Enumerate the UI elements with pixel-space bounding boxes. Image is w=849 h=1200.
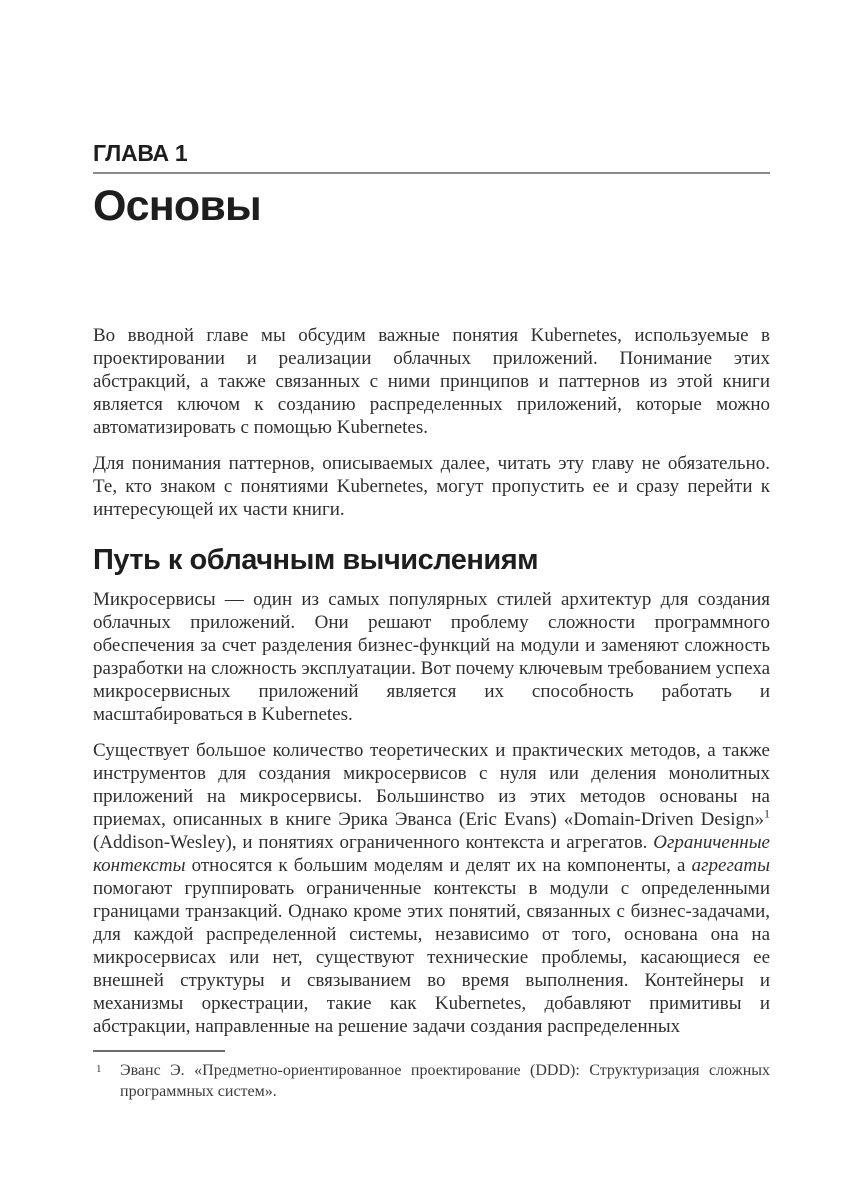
section-heading: Путь к облачным вычислениям	[93, 544, 539, 577]
intro-paragraph-2: Для понимания паттернов, описываемых далее, читать эту главу не обязательно. Те, кто знаком с понятиями Kubernetes, могут пропустить ее и сразу перейти к интересующей их части книги.	[93, 453, 770, 521]
footnote-text: Эванс Э. «Предметно-ориентированное проектирование (DDD): Структуризация сложных программных систем».	[120, 1061, 770, 1100]
footnote-rule-divider	[93, 1050, 225, 1052]
chapter-header	[93, 142, 770, 229]
intro-paragraph-1: Во вводной главе мы обсудим важные понятия Kubernetes, используемые в проектировании и реализации облачных приложений. Понимание этих абстракций, а также связанных с ними принципов и паттернов из этой книги является ключом к созданию распределенных приложений, которые можно автоматизировать с помощью Kubernetes.	[93, 325, 770, 439]
chapter-rule-divider	[93, 172, 770, 174]
body-text	[93, 324, 770, 1101]
chapter-label: ГЛАВА 1	[93, 140, 188, 166]
footnote-marker: 1	[96, 1062, 102, 1075]
footnote-body	[93, 1060, 770, 1102]
footnote	[93, 1050, 770, 1102]
chapter-title: Основы	[93, 182, 261, 230]
section-paragraph-1: Микросервисы — один из самых популярных стилей архитектур для создания облачных приложений. Они решают проблему сложности программного обеспечения за счет разделения бизнес-функций на модули и заменяют сложность разработки на сложность эксплуатации. Вот почему ключевым требованием успеха микросервисных приложений является их способность работать и масштабироваться в Kubernetes.	[93, 588, 771, 725]
page-content	[93, 142, 770, 1102]
section-paragraph-2: Существует большое количество теоретических и практических методов, а также инструментов для создания микросервисов с нуля или деления монолитных приложений на микросервисы. Большинство из этих методов основаны на приемах, описанных в книге Эрика Эванса (Eric Evans) «Domain-Driven Design»$^1$ (Addison-Wesley), и понятиях ограниченного контекста и агрегатов. Ограниченные контексты относятся к большим моделям и делят их на компоненты, а агрегаты помогают группировать ограниченные контексты в модули с определенными границами транзакций. Однако кроме этих понятий, связанных с бизнес-задачами, для каждой распределенной системы, независимо от того, основана она на микросервисах или нет, существуют технические проблемы, касающиеся ее внешней структуры и связыванием во время выполнения. Контейнеры и механизмы оркестрации, такие как Kubernetes, добавляют примитивы и абстракции, направленные на решение задачи создания распределенных	[93, 739, 770, 1037]
